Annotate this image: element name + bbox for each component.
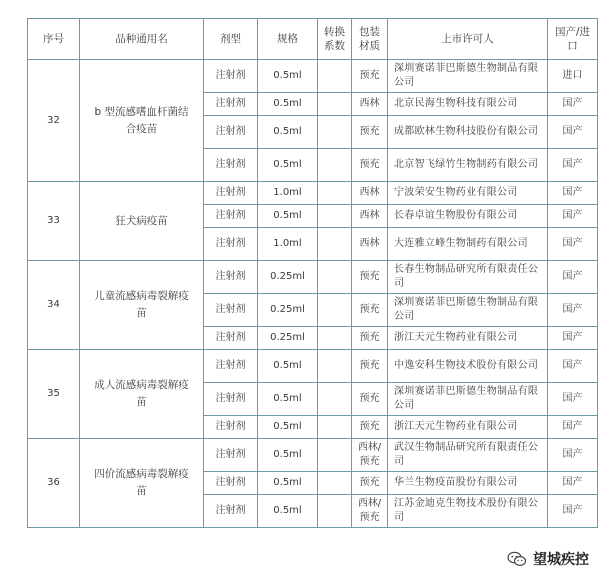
cell-spec: 0.25ml: [258, 327, 318, 350]
cell-holder: 华兰生物疫苗股份有限公司: [388, 472, 548, 495]
cell-pack: 预充: [352, 149, 388, 182]
cell-form: 注射剂: [204, 261, 258, 294]
cell-spec: 1.0ml: [258, 228, 318, 261]
cell-form: 注射剂: [204, 294, 258, 327]
cell-origin: 国产: [548, 294, 598, 327]
group-name: 狂犬病疫苗: [80, 182, 204, 261]
cell-origin: 国产: [548, 472, 598, 495]
header-origin: 国产/进口: [548, 19, 598, 60]
cell-coef: [318, 294, 352, 327]
cell-holder: 深圳赛诺菲巴斯德生物制品有限公司: [388, 383, 548, 416]
cell-origin: 国产: [548, 149, 598, 182]
cell-holder: 宁波荣安生物药业有限公司: [388, 182, 548, 205]
cell-pack: 预充: [352, 416, 388, 439]
cell-coef: [318, 116, 352, 149]
cell-pack: 西林/预充: [352, 495, 388, 528]
header-row: [28, 19, 598, 60]
cell-form: 注射剂: [204, 205, 258, 228]
cell-spec: 0.5ml: [258, 439, 318, 472]
cell-coef: [318, 205, 352, 228]
cell-origin: 国产: [548, 495, 598, 528]
cell-form: 注射剂: [204, 383, 258, 416]
watermark-text: 望城疾控: [533, 552, 589, 568]
cell-spec: 0.25ml: [258, 261, 318, 294]
group-no: 36: [28, 439, 80, 528]
cell-coef: [318, 439, 352, 472]
cell-coef: [318, 228, 352, 261]
vaccine-table: [27, 18, 598, 528]
cell-coef: [318, 472, 352, 495]
cell-holder: 成都欧林生物科技股份有限公司: [388, 116, 548, 149]
table-row: [28, 182, 598, 205]
cell-form: 注射剂: [204, 116, 258, 149]
cell-coef: [318, 261, 352, 294]
cell-spec: 0.5ml: [258, 60, 318, 93]
cell-coef: [318, 416, 352, 439]
cell-holder: 长春生物制品研究所有限责任公司: [388, 261, 548, 294]
header-holder: 上市许可人: [388, 19, 548, 60]
group-name: 成人流感病毒裂解疫苗: [80, 350, 204, 439]
group-no: 34: [28, 261, 80, 350]
header-pack: 包装材质: [352, 19, 388, 60]
group-no: 32: [28, 60, 80, 182]
cell-coef: [318, 495, 352, 528]
cell-origin: 国产: [548, 416, 598, 439]
cell-pack: 预充: [352, 383, 388, 416]
cell-form: 注射剂: [204, 182, 258, 205]
cell-pack: 西林/预充: [352, 439, 388, 472]
cell-form: 注射剂: [204, 60, 258, 93]
cell-spec: 1.0ml: [258, 182, 318, 205]
header-coef: 转换系数: [318, 19, 352, 60]
cell-form: 注射剂: [204, 439, 258, 472]
cell-holder: 深圳赛诺菲巴斯德生物制品有限公司: [388, 60, 548, 93]
cell-spec: 0.5ml: [258, 472, 318, 495]
cell-coef: [318, 149, 352, 182]
cell-form: 注射剂: [204, 350, 258, 383]
group-name: 儿童流感病毒裂解疫苗: [80, 261, 204, 350]
cell-spec: 0.5ml: [258, 205, 318, 228]
cell-origin: 国产: [548, 261, 598, 294]
cell-pack: 西林: [352, 228, 388, 261]
table-row: [28, 261, 598, 294]
cell-coef: [318, 93, 352, 116]
cell-spec: 0.25ml: [258, 294, 318, 327]
cell-holder: 江苏金迪克生物技术股份有限公司: [388, 495, 548, 528]
cell-origin: 国产: [548, 93, 598, 116]
cell-origin: 国产: [548, 383, 598, 416]
cell-pack: 西林: [352, 182, 388, 205]
cell-origin: 国产: [548, 182, 598, 205]
cell-holder: 北京民海生物科技有限公司: [388, 93, 548, 116]
cell-coef: [318, 350, 352, 383]
group-name: 四价流感病毒裂解疫苗: [80, 439, 204, 528]
cell-pack: 预充: [352, 472, 388, 495]
cell-pack: 西林: [352, 205, 388, 228]
cell-form: 注射剂: [204, 472, 258, 495]
cell-coef: [318, 383, 352, 416]
group-no: 33: [28, 182, 80, 261]
cell-origin: 国产: [548, 327, 598, 350]
group-no: 35: [28, 350, 80, 439]
cell-pack: 预充: [352, 261, 388, 294]
cell-coef: [318, 60, 352, 93]
watermark: [507, 549, 589, 569]
header-form: 剂型: [204, 19, 258, 60]
cell-holder: 武汉生物制品研究所有限责任公司: [388, 439, 548, 472]
cell-holder: 中逸安科生物技术股份有限公司: [388, 350, 548, 383]
cell-spec: 0.5ml: [258, 116, 318, 149]
table-row: [28, 350, 598, 383]
cell-holder: 深圳赛诺菲巴斯德生物制品有限公司: [388, 294, 548, 327]
cell-form: 注射剂: [204, 495, 258, 528]
cell-origin: 国产: [548, 228, 598, 261]
cell-origin: 进口: [548, 60, 598, 93]
cell-holder: 浙江天元生物药业有限公司: [388, 327, 548, 350]
cell-holder: 长春卓谊生物股份有限公司: [388, 205, 548, 228]
cell-form: 注射剂: [204, 228, 258, 261]
cell-spec: 0.5ml: [258, 149, 318, 182]
cell-pack: 预充: [352, 350, 388, 383]
cell-form: 注射剂: [204, 93, 258, 116]
header-spec: 规格: [258, 19, 318, 60]
cell-pack: 预充: [352, 294, 388, 327]
cell-spec: 0.5ml: [258, 350, 318, 383]
cell-form: 注射剂: [204, 416, 258, 439]
cell-pack: 预充: [352, 116, 388, 149]
cell-origin: 国产: [548, 350, 598, 383]
cell-holder: 浙江天元生物药业有限公司: [388, 416, 548, 439]
cell-spec: 0.5ml: [258, 93, 318, 116]
group-name: b 型流感嗜血杆菌结合疫苗: [80, 60, 204, 182]
cell-pack: 预充: [352, 327, 388, 350]
cell-origin: 国产: [548, 205, 598, 228]
cell-pack: 西林: [352, 93, 388, 116]
table-row: [28, 60, 598, 93]
cell-form: 注射剂: [204, 327, 258, 350]
cell-holder: 北京智飞绿竹生物制药有限公司: [388, 149, 548, 182]
cell-spec: 0.5ml: [258, 383, 318, 416]
header-name: 品种通用名: [80, 19, 204, 60]
cell-spec: 0.5ml: [258, 416, 318, 439]
wechat-icon: [507, 551, 527, 567]
cell-coef: [318, 327, 352, 350]
cell-coef: [318, 182, 352, 205]
cell-origin: 国产: [548, 439, 598, 472]
cell-holder: 大连雅立峰生物制药有限公司: [388, 228, 548, 261]
cell-pack: 预充: [352, 60, 388, 93]
cell-form: 注射剂: [204, 149, 258, 182]
table-row: [28, 439, 598, 472]
header-no: 序号: [28, 19, 80, 60]
cell-spec: 0.5ml: [258, 495, 318, 528]
cell-origin: 国产: [548, 116, 598, 149]
